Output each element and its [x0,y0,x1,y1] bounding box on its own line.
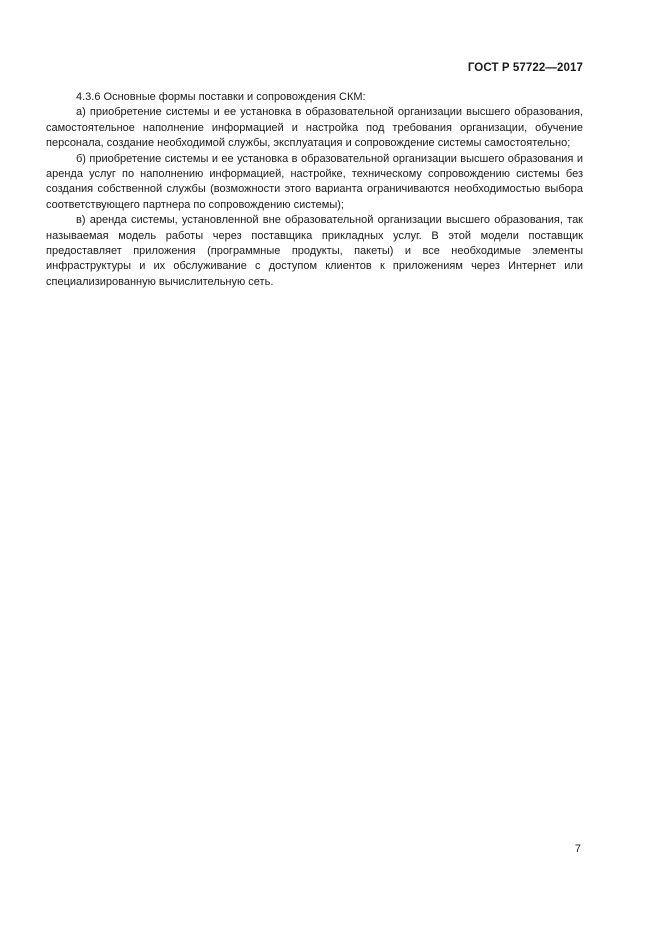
list-item-a: а) приобретение системы и ее установка в образовательной организации высшего образования, самостоятельное наполнение информацией и настройка под требования организации, обучение персонала, создание необходимой службы, эксплуатация и сопровождение системы самостоятельно; [46,106,583,150]
document-header-id: ГОСТ Р 57722—2017 [467,62,583,74]
list-item-v: в) аренда системы, установленной вне образовательной организации высшего образования, так называемая модель работы через поставщика прикладных услуг. В этой модели поставщик предоставляет приложения (программные продукты, пакеты) и все необходимые элементы инфраструктуры и их обслуживание с доступом клиентов к приложениям через Интернет или специализированную вычислительную сеть. [46,214,583,288]
section-heading-4-3-6: 4.3.6 Основные формы поставки и сопровождения СКМ: [76,91,366,103]
page-number: 7 [574,843,581,855]
document-body [46,90,583,290]
list-item-b: б) приобретение системы и ее установка в образовательной организации высшего образования и аренда услуг по наполнению информацией, настройке, техническому сопровождению системы без создания собственной службы (возможности этого варианта ограничиваются необходимостью выбора соответствующего партнера по сопровождению системы); [46,152,583,211]
